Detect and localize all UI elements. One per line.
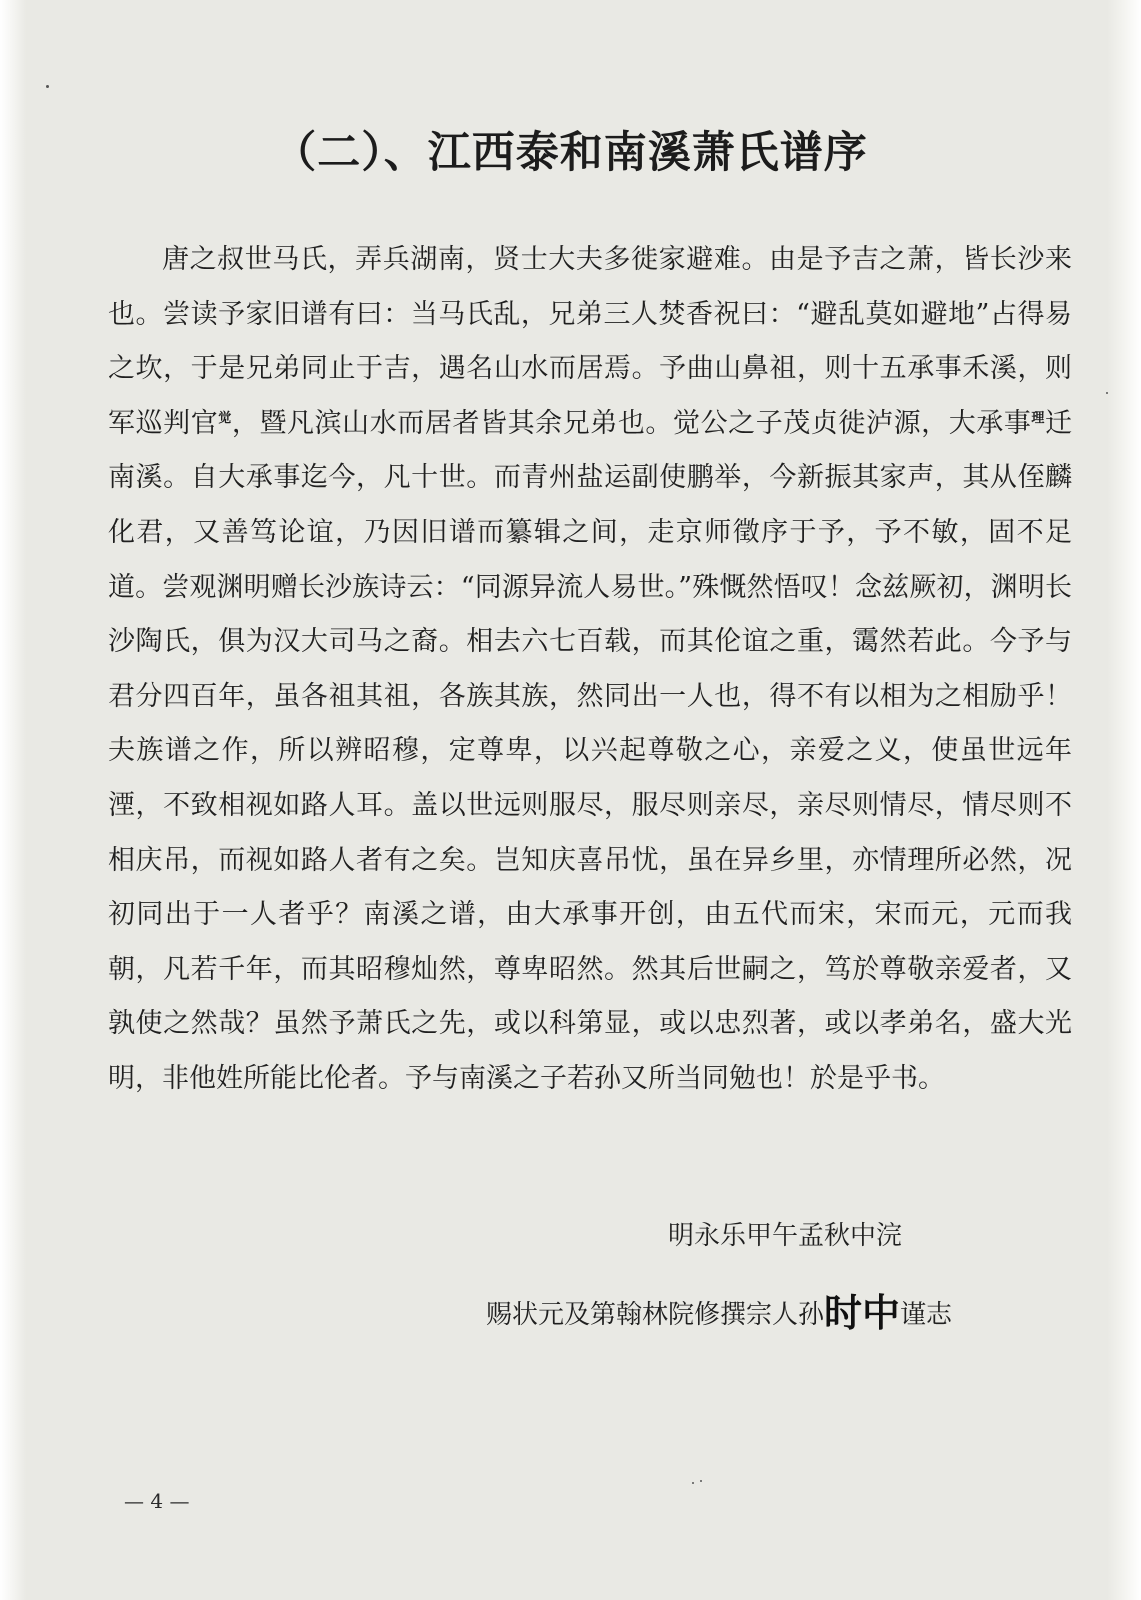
scan-speck — [700, 1480, 702, 1482]
body-text-part-3: 迁南溪。自大承事迄今，凡十世。而青州盐运副使鹏举，今新振其家声，其从侄麟化君，又善笃论谊，乃因旧谱而纂辑之间，走京师徵序于予，予不敏，固不足道。尝观渊明赠长沙族诗云：“同源异流人易世。”殊慨然悟叹！念兹厥初，渊明长沙陶氏，俱为汉大司马之裔。相去六七百载，而其伦谊之重，霭然若此。今予与君分四百年，虽各祖其祖，各族其族，然同出一人也，得不有以相为之相励乎！夫族谱之作，所以辨昭穆，定尊卑，以兴起尊敬之心，亲爱之义，使虽世远年湮，不致相视如路人耳。盖以世远则服尽，服尽则亲尽，亲尽则情尽，情尽则不相庆吊，而视如路人者有之矣。岂知庆喜吊忧，虽在异乡里，亦情理所必然，况初同出于一人者乎？南溪之谱，由大承事开创，由五代而宋，宋而元，元而我朝，凡若千年，而其昭穆灿然，尊卑昭然。然其后世嗣之，笃於尊敬亲爱者，又孰使之然哉？虽然予萧氏之先，或以科第显，或以忠烈著，或以孝弟名，盛大光明，非他姓所能比伦者。予与南溪之子若孙又所当同勉也！於是乎书。 — [108, 407, 1072, 1094]
page-edge-left — [0, 0, 26, 1600]
page-number: — 4 — — [124, 1489, 190, 1513]
preface-body — [108, 233, 1072, 1107]
signature-suffix: 谨志 — [900, 1300, 953, 1330]
scan-speck — [692, 1482, 694, 1484]
signature-line — [486, 1287, 952, 1341]
body-text-part-1: 唐之叔世马氏，弄兵湖南，贤士大夫多徙家避难。由是予吉之萧，皆长沙来也。尝读予家旧谱有曰：当马氏乱，兄弟三人焚香祝曰：“避乱莫如避地”占得易之坎，于是兄弟同止于吉，遇名山水而居焉。予曲山鼻祖，则十五承事禾溪，则军巡判官 — [108, 244, 1072, 439]
signature-prefix: 赐状元及第翰林院修撰宗人孙 — [486, 1300, 825, 1330]
annotation-li: 理 — [1031, 410, 1045, 426]
signature-date: 明永乐甲午孟秋中浣 — [668, 1221, 903, 1251]
scan-speck — [46, 85, 49, 88]
author-name: 时中 — [824, 1290, 901, 1335]
page-edge-right — [1107, 0, 1141, 1600]
page-title: （二）、江西泰和南溪萧氏谱序 — [273, 128, 868, 178]
scan-speck — [1106, 392, 1108, 394]
annotation-jue: 觉 — [218, 410, 232, 426]
body-text-part-2: ，暨凡滨山水而居者皆其余兄弟也。觉公之子茂贞徙泸源，大承事 — [231, 407, 1032, 439]
